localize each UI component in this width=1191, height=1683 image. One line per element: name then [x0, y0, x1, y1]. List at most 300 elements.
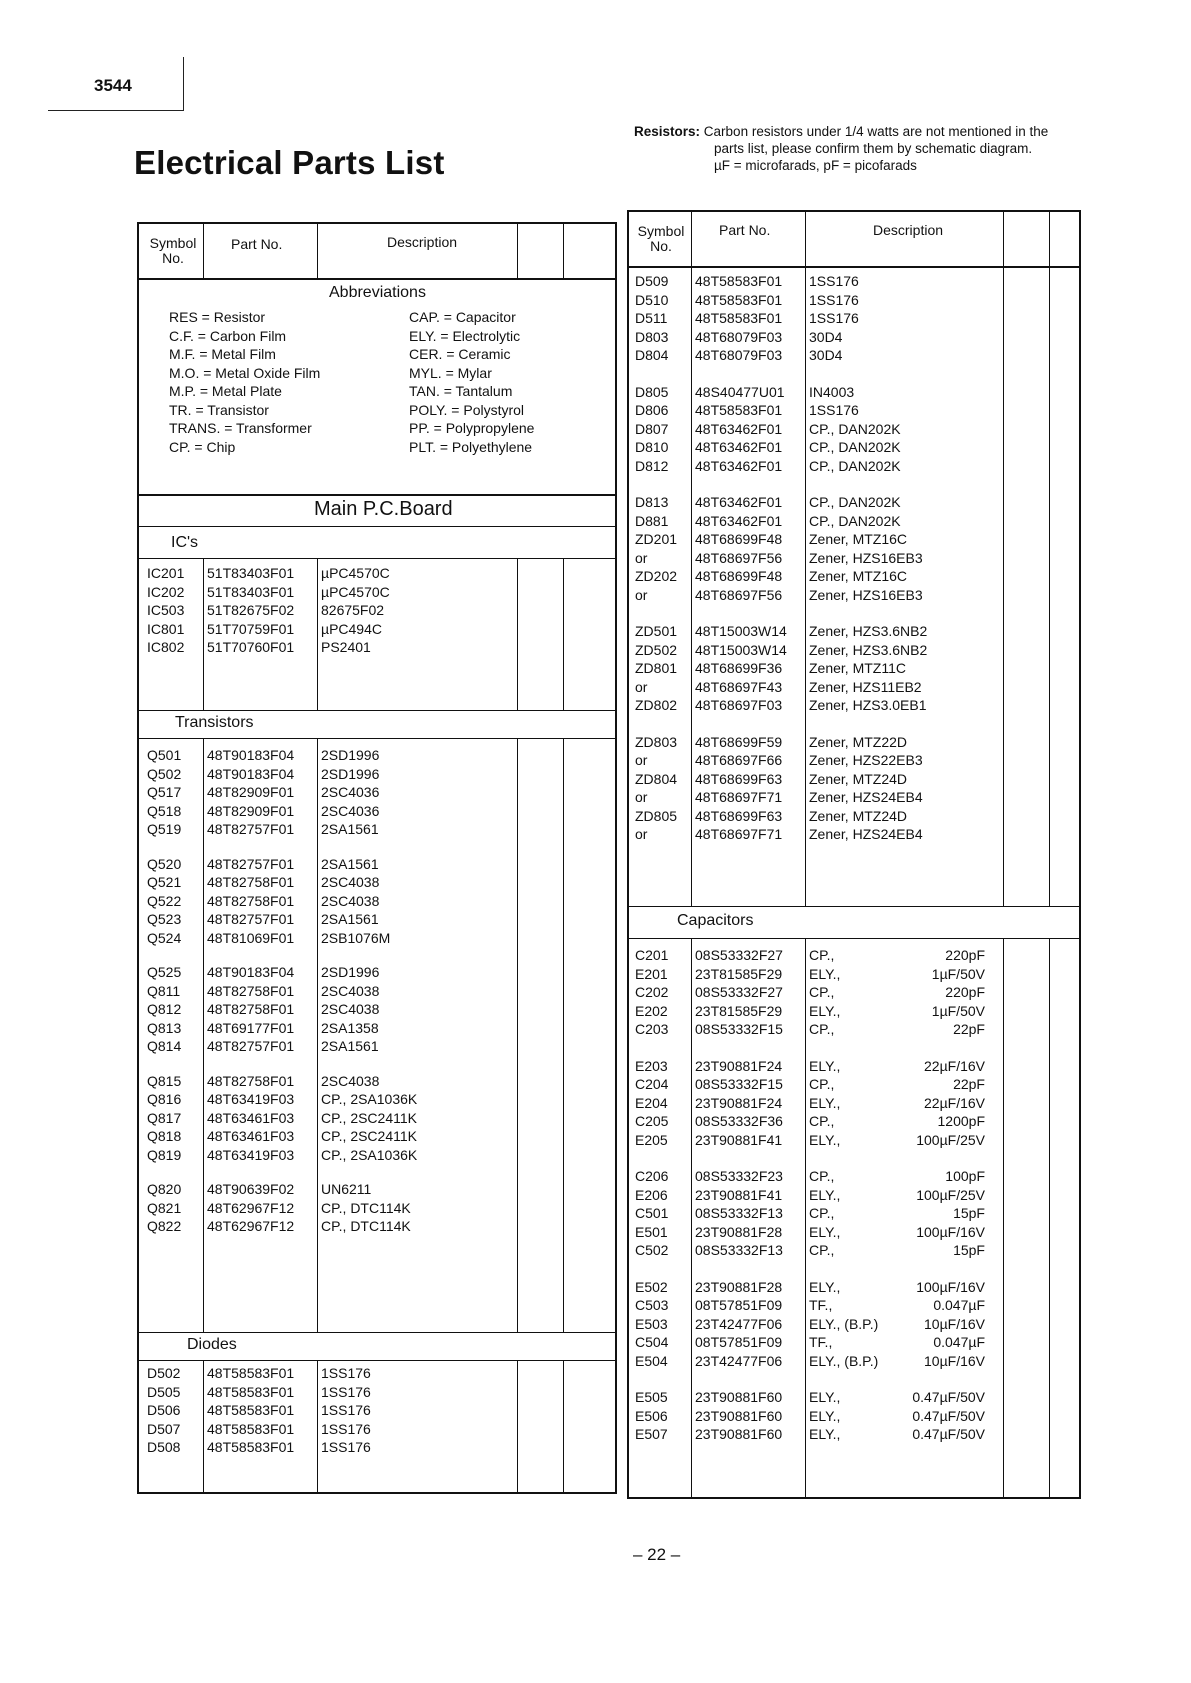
- col-symbol: Symbol No.: [149, 235, 197, 266]
- symbol-cell: D805: [635, 383, 669, 400]
- symbol-cell: Q523: [147, 911, 182, 927]
- description-cell: Zener, HZS3.6NB2: [809, 623, 928, 639]
- description-cell: Zener, HZS16EB3: [809, 549, 923, 566]
- description-cell: µPC4570C: [321, 583, 390, 600]
- value-cell: 1µF/50V: [931, 965, 985, 982]
- part-number-cell: 23T90881F41: [695, 1186, 783, 1203]
- symbol-cell: Q812: [147, 1001, 182, 1017]
- description-cell: 2SA1561: [321, 821, 379, 837]
- part-number-cell: 48T63461F03: [207, 1128, 295, 1144]
- part-number-cell: 23T90881F60: [695, 1407, 783, 1424]
- part-number-cell: 08S53332F23: [695, 1168, 783, 1184]
- table-row: [629, 1131, 1079, 1150]
- table-row: [139, 855, 615, 874]
- part-number-cell: 23T90881F28: [695, 1278, 783, 1295]
- description-cell: TF.,: [809, 1297, 833, 1313]
- table-row: [629, 1186, 1079, 1205]
- part-number-cell: 08S53332F15: [695, 1076, 783, 1092]
- symbol-cell: or: [635, 789, 648, 805]
- table-row: [139, 1217, 615, 1236]
- table-row: [629, 622, 1079, 641]
- value-cell: 100pF: [945, 1168, 985, 1184]
- symbol-cell: D509: [635, 273, 669, 289]
- part-number-cell: 48T68697F56: [695, 586, 783, 603]
- left-parts-table: [137, 222, 617, 1494]
- description-cell: ELY., (B.P.): [809, 1315, 879, 1332]
- description-cell: 2SD1996: [321, 964, 380, 980]
- table-row: [629, 309, 1079, 328]
- description-cell: Zener, MTZ24D: [809, 770, 908, 787]
- description-cell: Zener, HZS24EB4: [809, 826, 923, 842]
- part-number-cell: 48T63462F01: [695, 494, 783, 510]
- symbol-cell: IC503: [147, 602, 185, 618]
- value-cell: 220pF: [945, 947, 985, 963]
- table-row: [629, 1388, 1079, 1407]
- table-row: [629, 641, 1079, 660]
- value-cell: 22µF/16V: [924, 1094, 985, 1111]
- abbreviations-title: Abbreviations: [329, 284, 426, 301]
- description-cell: ELY., (B.P.): [809, 1352, 879, 1369]
- table-row: [629, 1020, 1079, 1039]
- part-number-cell: 48T58583F01: [207, 1420, 295, 1437]
- abbreviation-item: POLY. = Polystyrol: [409, 401, 525, 418]
- symbol-cell: Q814: [147, 1038, 182, 1054]
- symbol-cell: D508: [147, 1439, 181, 1455]
- section-title-transistors: Transistors: [175, 714, 254, 731]
- table-row: [629, 1352, 1079, 1371]
- description-cell: ELY.,: [809, 1407, 841, 1424]
- divider: [183, 57, 184, 110]
- part-number-cell: 08S53332F27: [695, 984, 783, 1000]
- description-cell: CP.,: [809, 1076, 835, 1092]
- description-cell: 1SS176: [321, 1402, 371, 1418]
- part-number-cell: 48T82758F01: [207, 982, 295, 999]
- symbol-cell: E507: [635, 1426, 668, 1442]
- note-line: parts list, please confirm them by schematic diagram.: [714, 141, 1033, 156]
- part-number-cell: 51T82675F02: [207, 602, 295, 618]
- symbol-cell: E503: [635, 1315, 668, 1332]
- description-cell: IN4003: [809, 383, 855, 400]
- symbol-cell: or: [635, 752, 648, 768]
- part-number-cell: 48T63462F01: [695, 457, 783, 474]
- description-cell: µPC4570C: [321, 565, 390, 581]
- table-row: [629, 1278, 1079, 1297]
- part-number-cell: 08T57851F09: [695, 1334, 783, 1350]
- symbol-cell: Q521: [147, 874, 182, 890]
- description-cell: 2SC4038: [321, 1072, 380, 1089]
- description-cell: CP.,: [809, 984, 835, 1000]
- description-cell: ELY.,: [809, 1094, 841, 1111]
- section-title-ics: IC's: [171, 534, 199, 551]
- table-row: [139, 1199, 615, 1218]
- col-part: Part No.: [719, 222, 771, 238]
- symbol-cell: Q502: [147, 765, 182, 782]
- table-row: [629, 1167, 1079, 1186]
- table-row: [629, 1094, 1079, 1113]
- symbol-cell: D510: [635, 291, 669, 308]
- value-cell: 100µF/16V: [916, 1223, 985, 1240]
- description-cell: ELY.,: [809, 1131, 841, 1148]
- page-title: Electrical Parts List: [134, 144, 445, 181]
- symbol-cell: E504: [635, 1352, 668, 1369]
- symbol-cell: D502: [147, 1365, 181, 1381]
- part-number-cell: 08S53332F36: [695, 1113, 783, 1129]
- part-number-cell: 48T68699F48: [695, 568, 783, 584]
- part-number-cell: 08T57851F09: [695, 1297, 783, 1313]
- part-number-cell: 48T68697F56: [695, 549, 783, 566]
- abbreviation-item: RES = Resistor: [169, 309, 266, 325]
- symbol-cell: Q520: [147, 855, 182, 872]
- symbol-cell: Q815: [147, 1072, 182, 1089]
- symbol-cell: ZD502: [635, 641, 678, 658]
- description-cell: CP., DAN202K: [809, 512, 901, 529]
- table-row: [629, 346, 1079, 365]
- symbol-cell: ZD804: [635, 770, 678, 787]
- part-number-cell: 23T90881F24: [695, 1057, 783, 1074]
- part-number-cell: 23T90881F41: [695, 1131, 783, 1148]
- table-row: [629, 328, 1079, 347]
- part-number-cell: 48T90183F04: [207, 747, 295, 763]
- table-row: [629, 272, 1079, 291]
- table-row: [139, 802, 615, 821]
- value-cell: 100µF/16V: [916, 1278, 985, 1295]
- value-cell: 15pF: [953, 1242, 985, 1258]
- description-cell: CP.,: [809, 1021, 835, 1037]
- description-cell: 2SC4038: [321, 874, 380, 890]
- symbol-cell: D804: [635, 347, 669, 363]
- symbol-cell: Q816: [147, 1091, 182, 1107]
- symbol-cell: C501: [635, 1205, 669, 1221]
- symbol-cell: or: [635, 678, 648, 695]
- symbol-cell: C502: [635, 1242, 669, 1258]
- table-row: [629, 1425, 1079, 1444]
- value-cell: 220pF: [945, 984, 985, 1000]
- description-cell: UN6211: [321, 1181, 372, 1197]
- part-number-cell: 08S53332F27: [695, 947, 783, 963]
- description-cell: 1SS176: [809, 310, 859, 326]
- part-number-cell: 48T62967F12: [207, 1199, 295, 1216]
- symbol-cell: E505: [635, 1389, 668, 1405]
- part-number-cell: 48T58583F01: [207, 1439, 295, 1455]
- part-number-cell: 48T58583F01: [695, 310, 783, 326]
- part-number-cell: 48T68697F66: [695, 752, 783, 768]
- table-row: [629, 946, 1079, 965]
- part-number-cell: 23T90881F60: [695, 1426, 783, 1442]
- part-number-cell: 48T15003W14: [695, 623, 787, 639]
- table-row: [629, 291, 1079, 310]
- part-number-cell: 48T58583F01: [207, 1383, 295, 1400]
- description-cell: Zener, HZS3.0EB1: [809, 697, 927, 713]
- resistor-note: [634, 123, 1134, 174]
- page-number: – 22 –: [633, 1545, 681, 1564]
- table-row: [629, 420, 1079, 439]
- symbol-cell: Q522: [147, 892, 182, 909]
- description-cell: CP., 2SC2411K: [321, 1128, 417, 1144]
- value-cell: 22µF/16V: [924, 1057, 985, 1074]
- description-cell: CP.,: [809, 1168, 835, 1184]
- table-row: [629, 1057, 1079, 1076]
- part-number-cell: 48T82758F01: [207, 1001, 295, 1017]
- symbol-cell: D506: [147, 1402, 181, 1418]
- part-number-cell: 48T68699F59: [695, 733, 783, 750]
- table-row: [629, 1333, 1079, 1352]
- table-row: [139, 1127, 615, 1146]
- description-cell: 2SD1996: [321, 747, 380, 763]
- table-row: [629, 383, 1079, 402]
- board-title: Main P.C.Board: [314, 498, 453, 520]
- symbol-cell: ZD201: [635, 531, 678, 547]
- symbol-cell: Q818: [147, 1128, 182, 1144]
- description-cell: ELY.,: [809, 1389, 841, 1405]
- description-cell: CP.,: [809, 1113, 835, 1129]
- symbol-cell: D813: [635, 494, 669, 510]
- description-cell: 1SS176: [809, 291, 859, 308]
- description-cell: ELY.,: [809, 1278, 841, 1295]
- table-header: [629, 212, 1079, 268]
- abbreviation-item: TRANS. = Transformer: [169, 420, 312, 436]
- part-number-cell: 23T90881F24: [695, 1094, 783, 1111]
- part-number-cell: 48T82758F01: [207, 1072, 295, 1089]
- part-number-cell: 48T58583F01: [695, 402, 783, 418]
- part-number-cell: 48T82757F01: [207, 855, 295, 872]
- part-number-cell: 48T58583F01: [695, 273, 783, 289]
- symbol-cell: Q519: [147, 821, 182, 837]
- part-number-cell: 48T68079F03: [695, 328, 783, 345]
- part-number-cell: 48T82757F01: [207, 1038, 295, 1054]
- table-row: [139, 910, 615, 929]
- divider: [48, 110, 184, 111]
- table-row: [629, 1296, 1079, 1315]
- part-number-cell: 48T63419F03: [207, 1146, 295, 1163]
- symbol-cell: ZD805: [635, 807, 678, 824]
- value-cell: 100µF/25V: [916, 1131, 985, 1148]
- description-cell: µPC494C: [321, 620, 382, 637]
- part-number-cell: 23T90881F28: [695, 1223, 783, 1240]
- abbreviation-item: PP. = Polypropylene: [409, 420, 535, 436]
- description-cell: 2SA1561: [321, 855, 379, 872]
- symbol-cell: E501: [635, 1223, 668, 1240]
- symbol-cell: E204: [635, 1094, 668, 1111]
- symbol-cell: IC202: [147, 583, 185, 600]
- symbol-cell: IC801: [147, 620, 185, 637]
- description-cell: Zener, MTZ16C: [809, 531, 908, 547]
- description-cell: 30D4: [809, 328, 843, 345]
- table-row: [629, 696, 1079, 715]
- model-number: 3544: [94, 76, 132, 95]
- part-number-cell: 51T83403F01: [207, 583, 295, 600]
- symbol-cell: C503: [635, 1297, 669, 1313]
- part-number-cell: 23T81585F29: [695, 965, 783, 982]
- table-row: [629, 1407, 1079, 1426]
- description-cell: CP., DTC114K: [321, 1218, 411, 1234]
- description-cell: CP.,: [809, 1242, 835, 1258]
- table-row: [629, 825, 1079, 844]
- description-cell: Zener, HZS22EB3: [809, 752, 923, 768]
- symbol-cell: ZD803: [635, 733, 678, 750]
- description-cell: 30D4: [809, 347, 843, 363]
- description-cell: CP., DAN202K: [809, 439, 901, 455]
- symbol-cell: E506: [635, 1407, 668, 1424]
- description-cell: 2SA1561: [321, 911, 379, 927]
- description-cell: CP., 2SA1036K: [321, 1091, 418, 1107]
- table-row: [629, 1112, 1079, 1131]
- description-cell: CP., 2SA1036K: [321, 1146, 418, 1163]
- part-number-cell: 48S40477U01: [695, 383, 785, 400]
- symbol-cell: D511: [635, 310, 668, 326]
- table-row: [629, 401, 1079, 420]
- value-cell: 100µF/25V: [916, 1186, 985, 1203]
- description-cell: PS2401: [321, 639, 371, 655]
- part-number-cell: 48T82758F01: [207, 892, 295, 909]
- part-number-cell: 48T68697F71: [695, 789, 783, 805]
- symbol-cell: C504: [635, 1334, 669, 1350]
- description-cell: CP., DTC114K: [321, 1199, 411, 1216]
- table-row: [139, 1383, 615, 1402]
- symbol-cell: Q517: [147, 784, 182, 800]
- part-number-cell: 48T68699F36: [695, 660, 783, 676]
- abbreviations-right: [409, 308, 534, 456]
- part-number-cell: 48T63461F03: [207, 1109, 295, 1126]
- part-number-cell: 48T63462F01: [695, 512, 783, 529]
- symbol-cell: Q524: [147, 929, 182, 946]
- abbreviation-item: MYL. = Mylar: [409, 364, 492, 381]
- description-cell: 1SS176: [321, 1383, 371, 1400]
- value-cell: 22pF: [953, 1076, 985, 1092]
- table-row: [139, 1000, 615, 1019]
- symbol-cell: or: [635, 586, 648, 603]
- part-number-cell: 08S53332F15: [695, 1021, 783, 1037]
- description-cell: 2SA1358: [321, 1019, 379, 1036]
- description-cell: ELY.,: [809, 1057, 841, 1074]
- symbol-cell: ZD802: [635, 697, 678, 713]
- part-number-cell: 48T68697F71: [695, 826, 783, 842]
- symbol-cell: Q822: [147, 1218, 182, 1234]
- part-number-cell: 23T42477F06: [695, 1315, 783, 1332]
- symbol-cell: Q821: [147, 1199, 182, 1216]
- value-cell: 0.47µF/50V: [912, 1407, 985, 1424]
- part-number-cell: 48T82758F01: [207, 874, 295, 890]
- symbol-cell: Q525: [147, 964, 182, 980]
- part-number-cell: 48T82909F01: [207, 784, 295, 800]
- part-number-cell: 48T68697F03: [695, 697, 783, 713]
- part-number-cell: 48T58583F01: [207, 1365, 295, 1381]
- part-number-cell: 48T68699F48: [695, 531, 783, 547]
- part-number-cell: 48T63419F03: [207, 1091, 295, 1107]
- description-cell: 2SC4036: [321, 802, 380, 819]
- table-row: [139, 638, 615, 657]
- part-number-cell: 23T90881F60: [695, 1389, 783, 1405]
- table-row: [139, 1180, 615, 1199]
- value-cell: 22pF: [953, 1021, 985, 1037]
- symbol-cell: D505: [147, 1383, 181, 1400]
- description-cell: 1SS176: [809, 273, 859, 289]
- description-cell: 1SS176: [321, 1439, 371, 1455]
- symbol-cell: E202: [635, 1002, 668, 1019]
- part-number-cell: 23T81585F29: [695, 1002, 783, 1019]
- table-row: [629, 983, 1079, 1002]
- value-cell: 1µF/50V: [931, 1002, 985, 1019]
- table-row: [629, 567, 1079, 586]
- part-number-cell: 48T63462F01: [695, 439, 783, 455]
- symbol-cell: E206: [635, 1186, 668, 1203]
- symbol-cell: D810: [635, 439, 669, 455]
- part-number-cell: 51T83403F01: [207, 565, 295, 581]
- symbol-cell: Q813: [147, 1019, 182, 1036]
- description-cell: ELY.,: [809, 1002, 841, 1019]
- symbol-cell: or: [635, 549, 648, 566]
- table-row: [629, 1241, 1079, 1260]
- value-cell: 1200pF: [937, 1113, 985, 1129]
- symbol-cell: IC802: [147, 639, 185, 655]
- part-number-cell: 08S53332F13: [695, 1205, 783, 1221]
- symbol-cell: D807: [635, 420, 669, 437]
- table-row: [139, 564, 615, 583]
- part-number-cell: 48T68079F03: [695, 347, 783, 363]
- value-cell: 0.47µF/50V: [912, 1389, 985, 1405]
- description-cell: CP., DAN202K: [809, 494, 901, 510]
- abbreviation-item: TAN. = Tantalum: [409, 383, 513, 399]
- table-row: [629, 530, 1079, 549]
- table-row: [139, 583, 615, 602]
- part-number-cell: 48T58583F01: [695, 291, 783, 308]
- description-cell: CP., 2SC2411K: [321, 1109, 417, 1126]
- table-row: [629, 1075, 1079, 1094]
- abbreviation-item: CAP. = Capacitor: [409, 309, 516, 325]
- table-row: [629, 733, 1079, 752]
- description-cell: TF.,: [809, 1334, 833, 1350]
- description-cell: 1SS176: [321, 1365, 371, 1381]
- description-cell: Zener, HZS24EB4: [809, 789, 923, 805]
- symbol-cell: E205: [635, 1131, 668, 1148]
- symbol-cell: ZD501: [635, 623, 678, 639]
- table-row: [629, 770, 1079, 789]
- description-cell: Zener, MTZ16C: [809, 568, 908, 584]
- part-number-cell: 48T82757F01: [207, 821, 295, 837]
- symbol-cell: D806: [635, 402, 669, 418]
- table-row: [139, 765, 615, 784]
- table-row: [139, 601, 615, 620]
- note-label: Resistors:: [634, 124, 701, 139]
- table-row: [629, 1223, 1079, 1242]
- part-number-cell: 48T90183F04: [207, 964, 295, 980]
- part-number-cell: 48T58583F01: [207, 1402, 295, 1418]
- table-row: [629, 549, 1079, 568]
- symbol-cell: C205: [635, 1113, 669, 1129]
- table-row: [139, 820, 615, 839]
- description-cell: 1SS176: [809, 402, 859, 418]
- abbreviation-item: CP. = Chip: [169, 438, 236, 455]
- description-cell: Zener, MTZ22D: [809, 733, 908, 750]
- table-row: [629, 1002, 1079, 1021]
- symbol-cell: C201: [635, 947, 669, 963]
- description-cell: 2SD1996: [321, 765, 380, 782]
- description-cell: CP., DAN202K: [809, 420, 901, 437]
- col-description: Description: [387, 234, 458, 250]
- col-symbol: Symbol No.: [637, 223, 685, 254]
- section-title-diodes: Diodes: [187, 1336, 237, 1353]
- symbol-cell: IC201: [147, 565, 185, 581]
- value-cell: 10µF/16V: [924, 1315, 985, 1332]
- symbol-cell: D507: [147, 1420, 181, 1437]
- table-row: [139, 963, 615, 982]
- description-cell: ELY.,: [809, 1186, 841, 1203]
- table-row: [629, 1315, 1079, 1334]
- symbol-cell: D812: [635, 457, 669, 474]
- abbreviation-item: C.F. = Carbon Film: [169, 327, 287, 344]
- symbol-cell: Q518: [147, 802, 182, 819]
- right-parts-table: [627, 210, 1081, 1499]
- symbol-cell: D803: [635, 328, 669, 345]
